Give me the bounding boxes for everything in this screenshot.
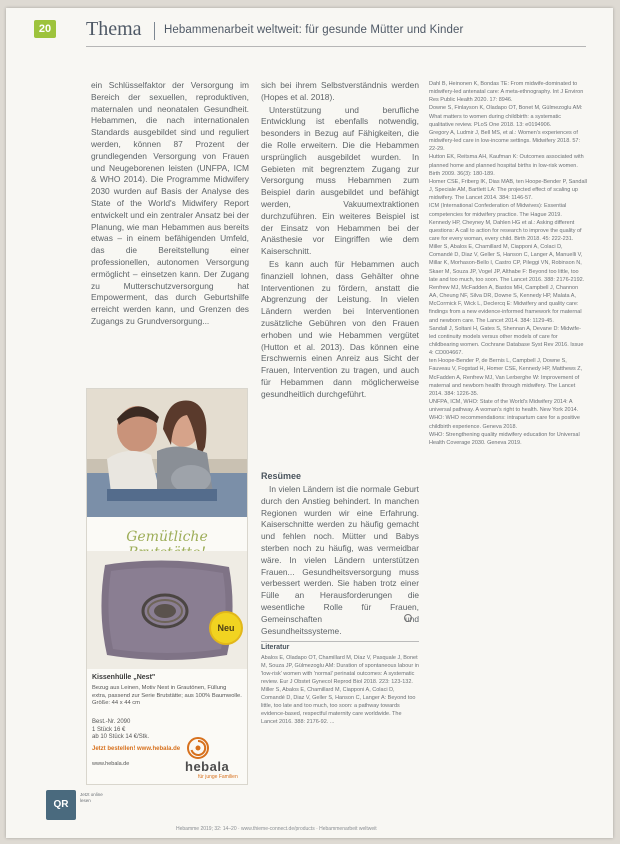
price-line: ab 10 Stück 14 €/Stk. [92, 734, 150, 740]
reference-item: Miller S, Abalos E, Chamillard M, Ciapponi A, Colaci D, Comandé D, Diaz V, Geller S, Hanson C, Langer A, Manuelli V, Millar K, Morhason-Bello I, Castro CP, Pileggi VN, Robinson N, Skaer M, Souza JP, Vogel JP, Althabe F: Beyond too little, too late and too much, too soon. The Lancet 2016. 388: 2176-2192. [429, 244, 585, 283]
pillow-product-image [87, 551, 247, 669]
price-line: Best.-Nr. 2090 [92, 719, 131, 725]
hebala-logo-icon [187, 737, 209, 759]
reference-item: Sandall J, Soltani H, Gates S, Shennan A, Devane D: Midwife-led continuity models versus other models of care for childbearing women. Cochrane Database Syst Rev 2016. Issue 4: CD004667. [429, 325, 584, 357]
reference-item: ICM (International Confederation of Midwives): Essential competencies for midwifery practice. The Hague 2019. [429, 203, 567, 218]
couple-photo [87, 389, 247, 517]
page-number: 20 [34, 20, 56, 38]
reference-item: UNFPA, ICM, WHO: State of the World's Midwifery 2014: A universal pathway. A woman's right to health. New York 2014. [429, 399, 579, 414]
article-end-mark-icon [404, 614, 412, 622]
literature-heading: Literatur [261, 644, 290, 651]
reference-item: Downe S, Finlayson K, Oladapo OT, Bonet M, Gülmezoglu AM: What matters to women during childbirth: a systematic qualitative review. PLoS One 2018. 13: e0194906. [429, 105, 583, 128]
reference-item: Hutton EK, Reitsma AH, Kaufman K: Outcomes associated with planned home and planned hospital births in low-risk women. Birth 2009. 36(3): 180-189. [429, 154, 584, 177]
brand-tagline: für junge Familien [198, 774, 238, 780]
reference-list [429, 80, 587, 447]
brand-name: hebala [185, 759, 230, 774]
reference-item: Kennedy HP, Cheyney M, Dahlen HG et al.: Asking different questions: A call to action for research to improve the quality of care for every woman, every child. Birth 2018. 45: 222-231. [429, 219, 582, 242]
text-column-left [91, 80, 249, 374]
page-footer: Hebamme 2019; 32: 14–20 · www.thieme-connect.de/products · Hebammenarbeit weltweit [176, 826, 377, 832]
reference-item: Gregory A, Ludmir J, Bell MS, et al.: Women's experiences of midwifery-led care in low-income settings. Midwifery 2018. 57: 22-29. [429, 129, 581, 153]
title-separator [154, 22, 155, 40]
new-badge: Neu [211, 613, 241, 643]
product-title: Kissenhülle „Nest" [92, 674, 156, 681]
shop-url[interactable]: www.hebala.de [92, 761, 130, 767]
paragraph: sich bei ihrem Selbstverständnis werden (Hopes et al. 2018). [261, 80, 419, 102]
reference-item: Renfrew MJ, McFadden A, Bastos MH, Campbell J, Channon AA, Cheung NF, Silva DR, Downe S, Kennedy HP, Malata A, McCormick F, Wick L, Declercq E: Midwifery and quality care: findings from a new evidence-informed framework for maternal and newborn care. The Lancet 2014. 384: 1129-45. [429, 284, 582, 324]
product-price [92, 719, 192, 742]
paragraph: ein Schlüsselfaktor der Versorgung im Bereich der sexuellen, reproduktiven, maternalen und neonatalen Gesundheit. Hebammen, die nach internationalen Standards ausgebildet sind und reguliert werden, können 87 Prozent der grundlegenden Versorgung von Frauen und Neugeborenen leisten (UNFPA, ICM & WHO 2014). Die Programme Midwifery 2030 wurden auf Basis der Analyse des State of the World's Midwifery Report entwickelt und ein zentraler Ansatz bei der Planung, wie man Hebammen aus bereits etwas – in einem befähigenden Umfeld, das die Bereitstellung einer professionellen, autonomen Versorgung ermöglicht – einsetzen kann. Der Zugang zu Mutterschutzversorgung hat Empowerment, das durch Geburtshilfe erreicht werden kann, und Grenzen des Zugangs zu Grundversorgung... [91, 80, 249, 326]
advertisement[interactable] [86, 388, 248, 785]
paragraph: In vielen Ländern ist die normale Geburt durch den Anstieg behindert. In manchen Regionen wurden wir eine Erfahrung. Kaiserschnitte werden zu häufig gemacht und fehlen noch. Mütter und Babys sterben noch zu häufig, was vermeidbar wäre. In vielen Ländern unterstützen Frauen... Gesundheitsversorgung muss verbessert werden. Sie haben trotz einer Fülle an Herausforderungen die wesentliche Rolle für Frauen, Gemeinschaften und Gesundheitssysteme. [261, 484, 419, 636]
literature-text: Abalos E, Oladapo OT, Chamillard M, Díaz V, Pasquale J, Bonet M, Souza JP, Gülmezoglu AM: Duration of spontaneous labour in 'low-risk' women with 'normal' perinatal outcomes: A systematic review. Eur J Obstet Gynecol Reprod Biol 2018. 223: 123-132. Miller S, Abalos E, Chamillard M, Ciapponi A, Colaci D, Comandé D, Diaz V, Geller S, Hanson C, Langer A: Beyond too little, too late and too much, too soon: a pathway towards evidence-based, respectful maternity care worldwide. The Lancet 2016. 388: 2176-92. ... [261, 655, 419, 725]
section-title: Thema [86, 18, 142, 40]
product-description: Bezug aus Leinen, Motiv Nest in Grautönen, Füllung extra, passend zur Serie Brutstätte; aus 100% Baumwolle. Größe: 44 x 44 cm [92, 685, 242, 706]
resumee-heading: Resümee [261, 471, 302, 481]
magazine-page [6, 8, 613, 838]
price-line: 1 Stück 16 € [92, 726, 126, 733]
article-subtitle: Hebammenarbeit weltweit: für gesunde Mütter und Kinder [164, 24, 464, 36]
qr-code-icon[interactable]: QR [46, 790, 76, 820]
reference-item: Homer CSE, Friberg IK, Dias MAB, ten Hoope-Bender P, Sandall J, Speciale AM, Bartlett LA: The projected effect of scaling up midwifery. The Lancet 2014. 384: 1146-57. [429, 178, 587, 202]
literature-rule [261, 641, 419, 642]
reference-item: WHO: Strengthening quality midwifery education for Universal Health Coverage 2030. Geneva 2019. [429, 431, 580, 446]
order-link[interactable]: Jetzt bestellen! www.hebala.de [92, 746, 181, 752]
text-column-resumee [261, 484, 419, 636]
header-rule [86, 46, 586, 47]
paragraph: Es kann auch für Hebammen auch finanziell lohnen, dass Gehälter ohne Interventionen zu fördern, anstatt die Abgrenzung der Leistung. In vielen Ländern werden bei Interventionen zusätzliche Gebühren von den Frauen erhoben und wie Hebammen vergütet (Hutton et al. 2013). Das können eine Erschwernis einen Anreiz aus Sicht der Frauen, Intervention zu tragen, und auch für Hebammen dann möglicherweise gesundheitlich durchgeführt. [261, 258, 419, 399]
qr-caption: Jetzt online lesen [80, 792, 103, 803]
reference-item: ten Hoope-Bender P, de Bernis L, Campbell J, Downe S, Fauveau V, Fogstad H, Homer CSE, Kennedy HP, Matthews Z, McFadden A, Renfrew MJ, Van Lerberghe W: Improvement of maternal and newborn health through midwifery. The Lancet 2014. 384: 1226-35. [429, 358, 583, 397]
paragraph: Unterstützung und berufliche Entwicklung ist ebenfalls notwendig, besonders in Bezug auf Fähigkeiten, die die Rolle erweitern. Die die Hebammen ursprünglich ausgebildet wurden. In Gebieten mit begrenztem Zugang zur Versorgung muss Hebammen zum Beispiel darin ausgebildet und befähigt werden, Vakuumextraktionen durchzuführen. Ein weiteres Beispiel ist der Einsatz von Hebammen bei der Anästhesie vor Eingriffen wie dem Kaiserschnitt. [261, 104, 419, 257]
text-column-middle [261, 80, 419, 464]
ad-headline: Gemütliche [126, 529, 208, 545]
reference-item: WHO: WHO recommendations: intrapartum care for a positive childbirth experience. Geneva 2018. [429, 415, 580, 430]
reference-item: Dahl B, Heinonen K, Bondas TE: From midwife-dominated to midwifery-led antenatal care: A meta-ethnography. Int J Environ Res Public Health 2020. 17: 8946. [429, 81, 584, 104]
